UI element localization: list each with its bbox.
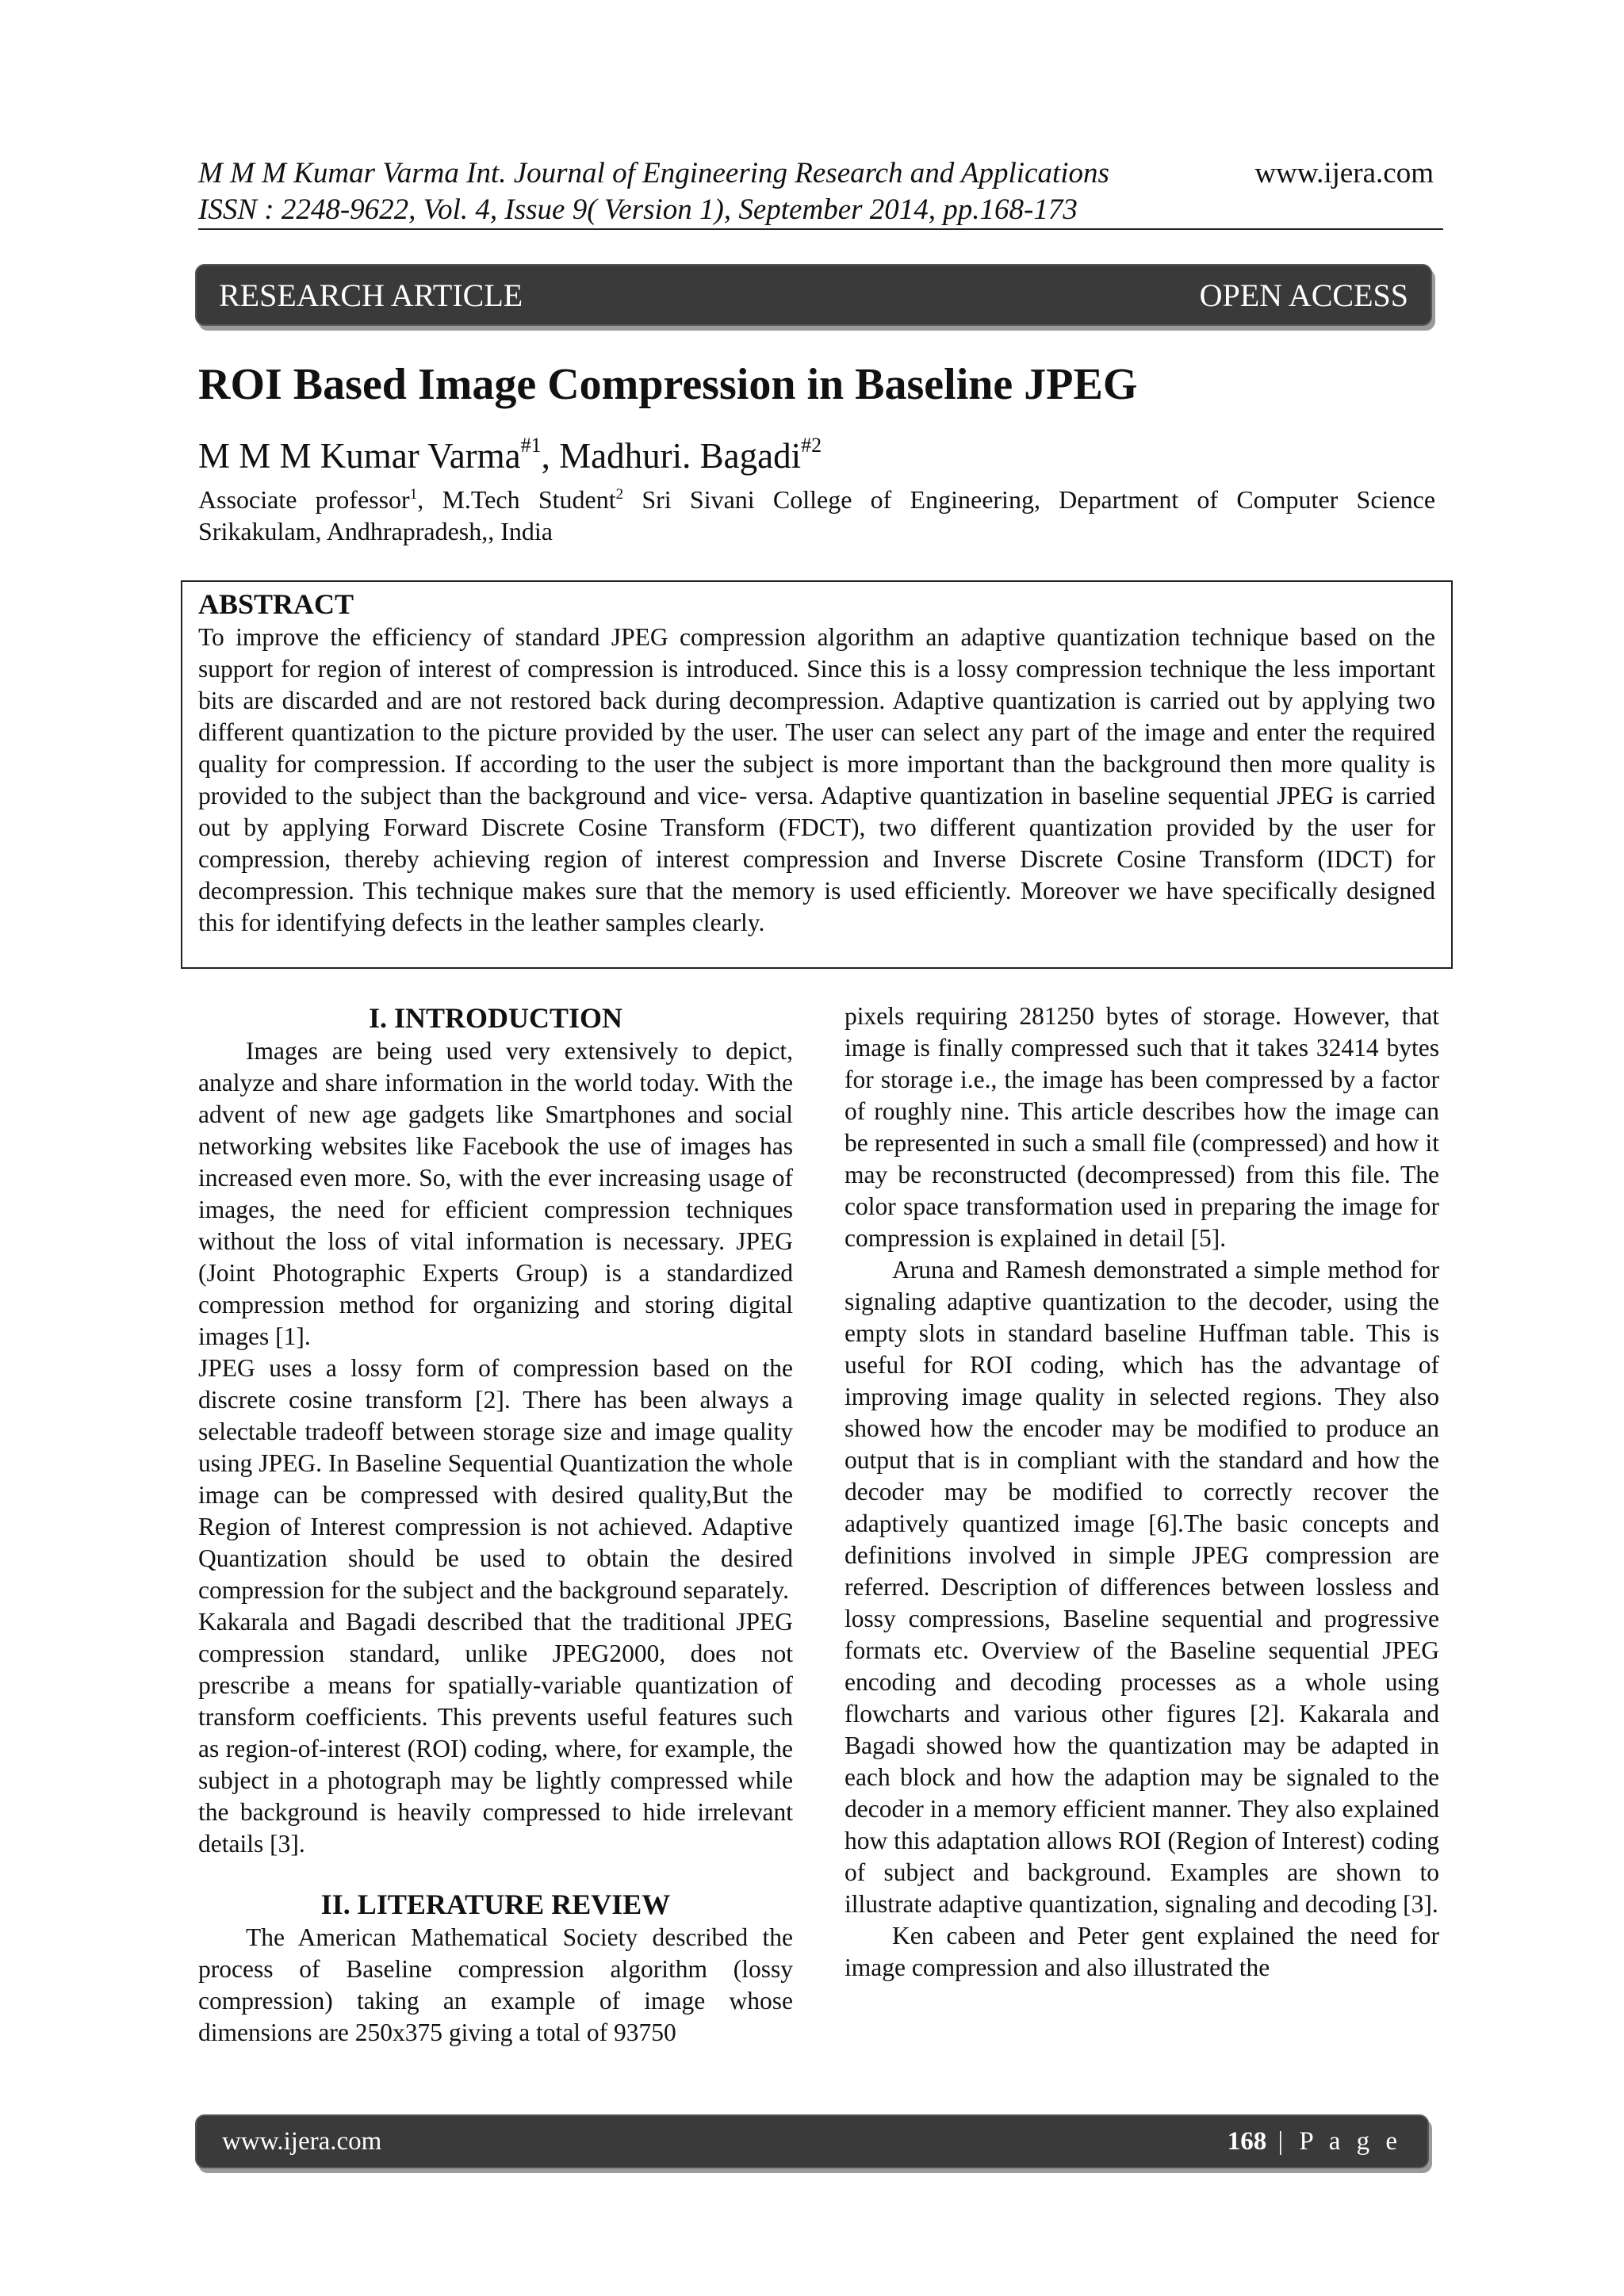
issn-line: ISSN : 2248-9622, Vol. 4, Issue 9( Version 1), September 2014, pp.168-173 xyxy=(198,193,1078,226)
author-1: M M M Kumar Varma xyxy=(198,436,521,476)
affiliation xyxy=(198,484,1435,547)
affiliation-mark-2: 2 xyxy=(615,486,624,503)
page-indicator xyxy=(1228,2127,1402,2156)
author-1-mark: #1 xyxy=(520,434,542,457)
journal-line: M M M Kumar Varma Int. Journal of Engineering Research and Applications xyxy=(198,157,1109,189)
page-label: | P a g e xyxy=(1266,2126,1402,2156)
left-column xyxy=(198,1001,793,2049)
affiliation-role-1: Associate professor xyxy=(198,485,410,514)
affiliation-line-1 xyxy=(198,484,1435,515)
abstract-box xyxy=(181,580,1453,969)
header-divider xyxy=(198,228,1443,230)
literature-paragraph-1: The American Mathematical Society described the process of Baseline compression algorithm (lossy compression) taking an example of image whose dimensions are 250x375 giving a total of 93750 xyxy=(198,1923,793,2046)
abstract-heading: ABSTRACT xyxy=(198,588,354,620)
intro-paragraph-1: Images are being used very extensively to depict, analyze and share information in the world today. With the advent of new age gadgets like Smartphones and social networking websites like Facebook the use of images has increased even more. So, with the ever increasing usage of images, the need for efficient compression techniques without the loss of vital information is necessary. JPEG (Joint Photographic Experts Group) is a standardized compression method for organizing and storing digital images [1]. xyxy=(198,1037,793,1350)
running-header xyxy=(198,155,1109,228)
research-article-label: RESEARCH ARTICLE xyxy=(219,277,523,313)
author-separator: , xyxy=(541,436,560,476)
article-type-banner xyxy=(195,264,1432,326)
literature-paragraph-continued: pixels requiring 281250 bytes of storage. However, that image is finally compressed such that it takes 32414 bytes for storage i.e., the image has been compressed by a factor of roughly nine. This article describes how the image can be represented in such a small file (compressed) and how it may be reconstructed (decompressed) from this file. The color space transformation used in preparing the image for compression is explained in detail [5]. xyxy=(845,1002,1439,1252)
literature-paragraph-2: Aruna and Ramesh demonstrated a simple method for signaling adaptive quantization to the decoder, using the empty slots in standard baseline Huffman table. This is useful for ROI coding, which has the advantage of improving image quality in selected regions. They also showed how the encoder may be modified to produce an output that is in compliant with the standard and how the decoder may be modified to correctly recover the adaptively quantized image [6].The basic concepts and definitions involved in simple JPEG compression are referred. Description of differences between lossless and lossy compressions, Baseline sequential and progressive formats etc. Overview of the Baseline sequential JPEG encoding and decoding processes as a whole using flowcharts and various other figures [2]. Kakarala and Bagadi showed how the quantization may be adapted in each block and how the adaption may be signaled to the decoder in a memory efficient manner. They also explained how this adaptation allows ROI (Region of Interest) coding of subject and background. Examples are shown to illustrate adaptive quantization, signaling and decoding [3]. xyxy=(845,1256,1439,1918)
author-line xyxy=(198,432,822,480)
section-gap xyxy=(198,1860,793,1887)
affiliation-mark-1: 1 xyxy=(409,486,418,503)
page-number: 168 xyxy=(1227,2126,1267,2156)
author-2-mark: #2 xyxy=(801,434,822,457)
section-2-heading: II. LITERATURE REVIEW xyxy=(320,1888,671,1920)
open-access-label: OPEN ACCESS xyxy=(1199,277,1408,313)
literature-paragraph-3: Ken cabeen and Peter gent explained the need for image compression and also illustrated the xyxy=(845,1922,1439,1981)
header-website-link[interactable]: www.ijera.com xyxy=(1254,157,1434,189)
footer-website-link[interactable]: www.ijera.com xyxy=(222,2126,382,2156)
section-1-heading: I. INTRODUCTION xyxy=(368,1002,623,1034)
abstract-text: To improve the efficiency of standard JPEG compression algorithm an adaptive quantization technique based on the support for region of interest of compression is introduced. Since this is a lossy compression technique the less important bits are discarded and are not restored back during decompression. Adaptive quantization is carried out by applying two different quantization to the picture provided by the user. The user can select any part of the image and enter the required quality for compression. If according to the user the subject is more important than the background then more quality is provided to the subject than the background and vice- versa. Adaptive quantization in baseline sequential JPEG is carried out by applying Forward Discrete Cosine Transform (FDCT), two different quantization provided by the user for compression, thereby achieving region of interest compression and Inverse Discrete Cosine Transform (IDCT) for decompression. This technique makes sure that the memory is used efficiently. Moreover we have specifically designed this for identifying defects in the leather samples clearly. xyxy=(198,623,1435,936)
affiliation-role-2: , M.Tech Student xyxy=(417,485,616,514)
right-column xyxy=(845,1001,1439,1984)
author-2: Madhuri. Bagadi xyxy=(559,436,802,476)
affiliation-line-2: Srikakulam, Andhrapradesh,, India xyxy=(198,517,553,545)
intro-paragraph-3: Kakarala and Bagadi described that the traditional JPEG compression standard, unlike JPEG2000, does not prescribe a means for spatially-variable quantization of transform coefficients. This prevents useful features such as region-of-interest (ROI) coding, where, for example, the subject in a photograph may be lightly compressed while the background is heavily compressed to hide irrelevant details [3]. xyxy=(198,1608,793,1858)
paper-title: ROI Based Image Compression in Baseline JPEG xyxy=(198,360,1138,409)
affiliation-institution: Sri Sivani College of Engineering, Department of Computer Science xyxy=(623,485,1436,514)
page-footer xyxy=(195,2114,1429,2168)
intro-paragraph-2: JPEG uses a lossy form of compression based on the discrete cosine transform [2]. There has been always a selectable tradeoff between storage size and image quality using JPEG. In Baseline Sequential Quantization the whole image can be compressed with desired quality,But the Region of Interest compression is not achieved. Adaptive Quantization should be used to obtain the desired compression for the subject and the background separately. xyxy=(198,1354,793,1604)
